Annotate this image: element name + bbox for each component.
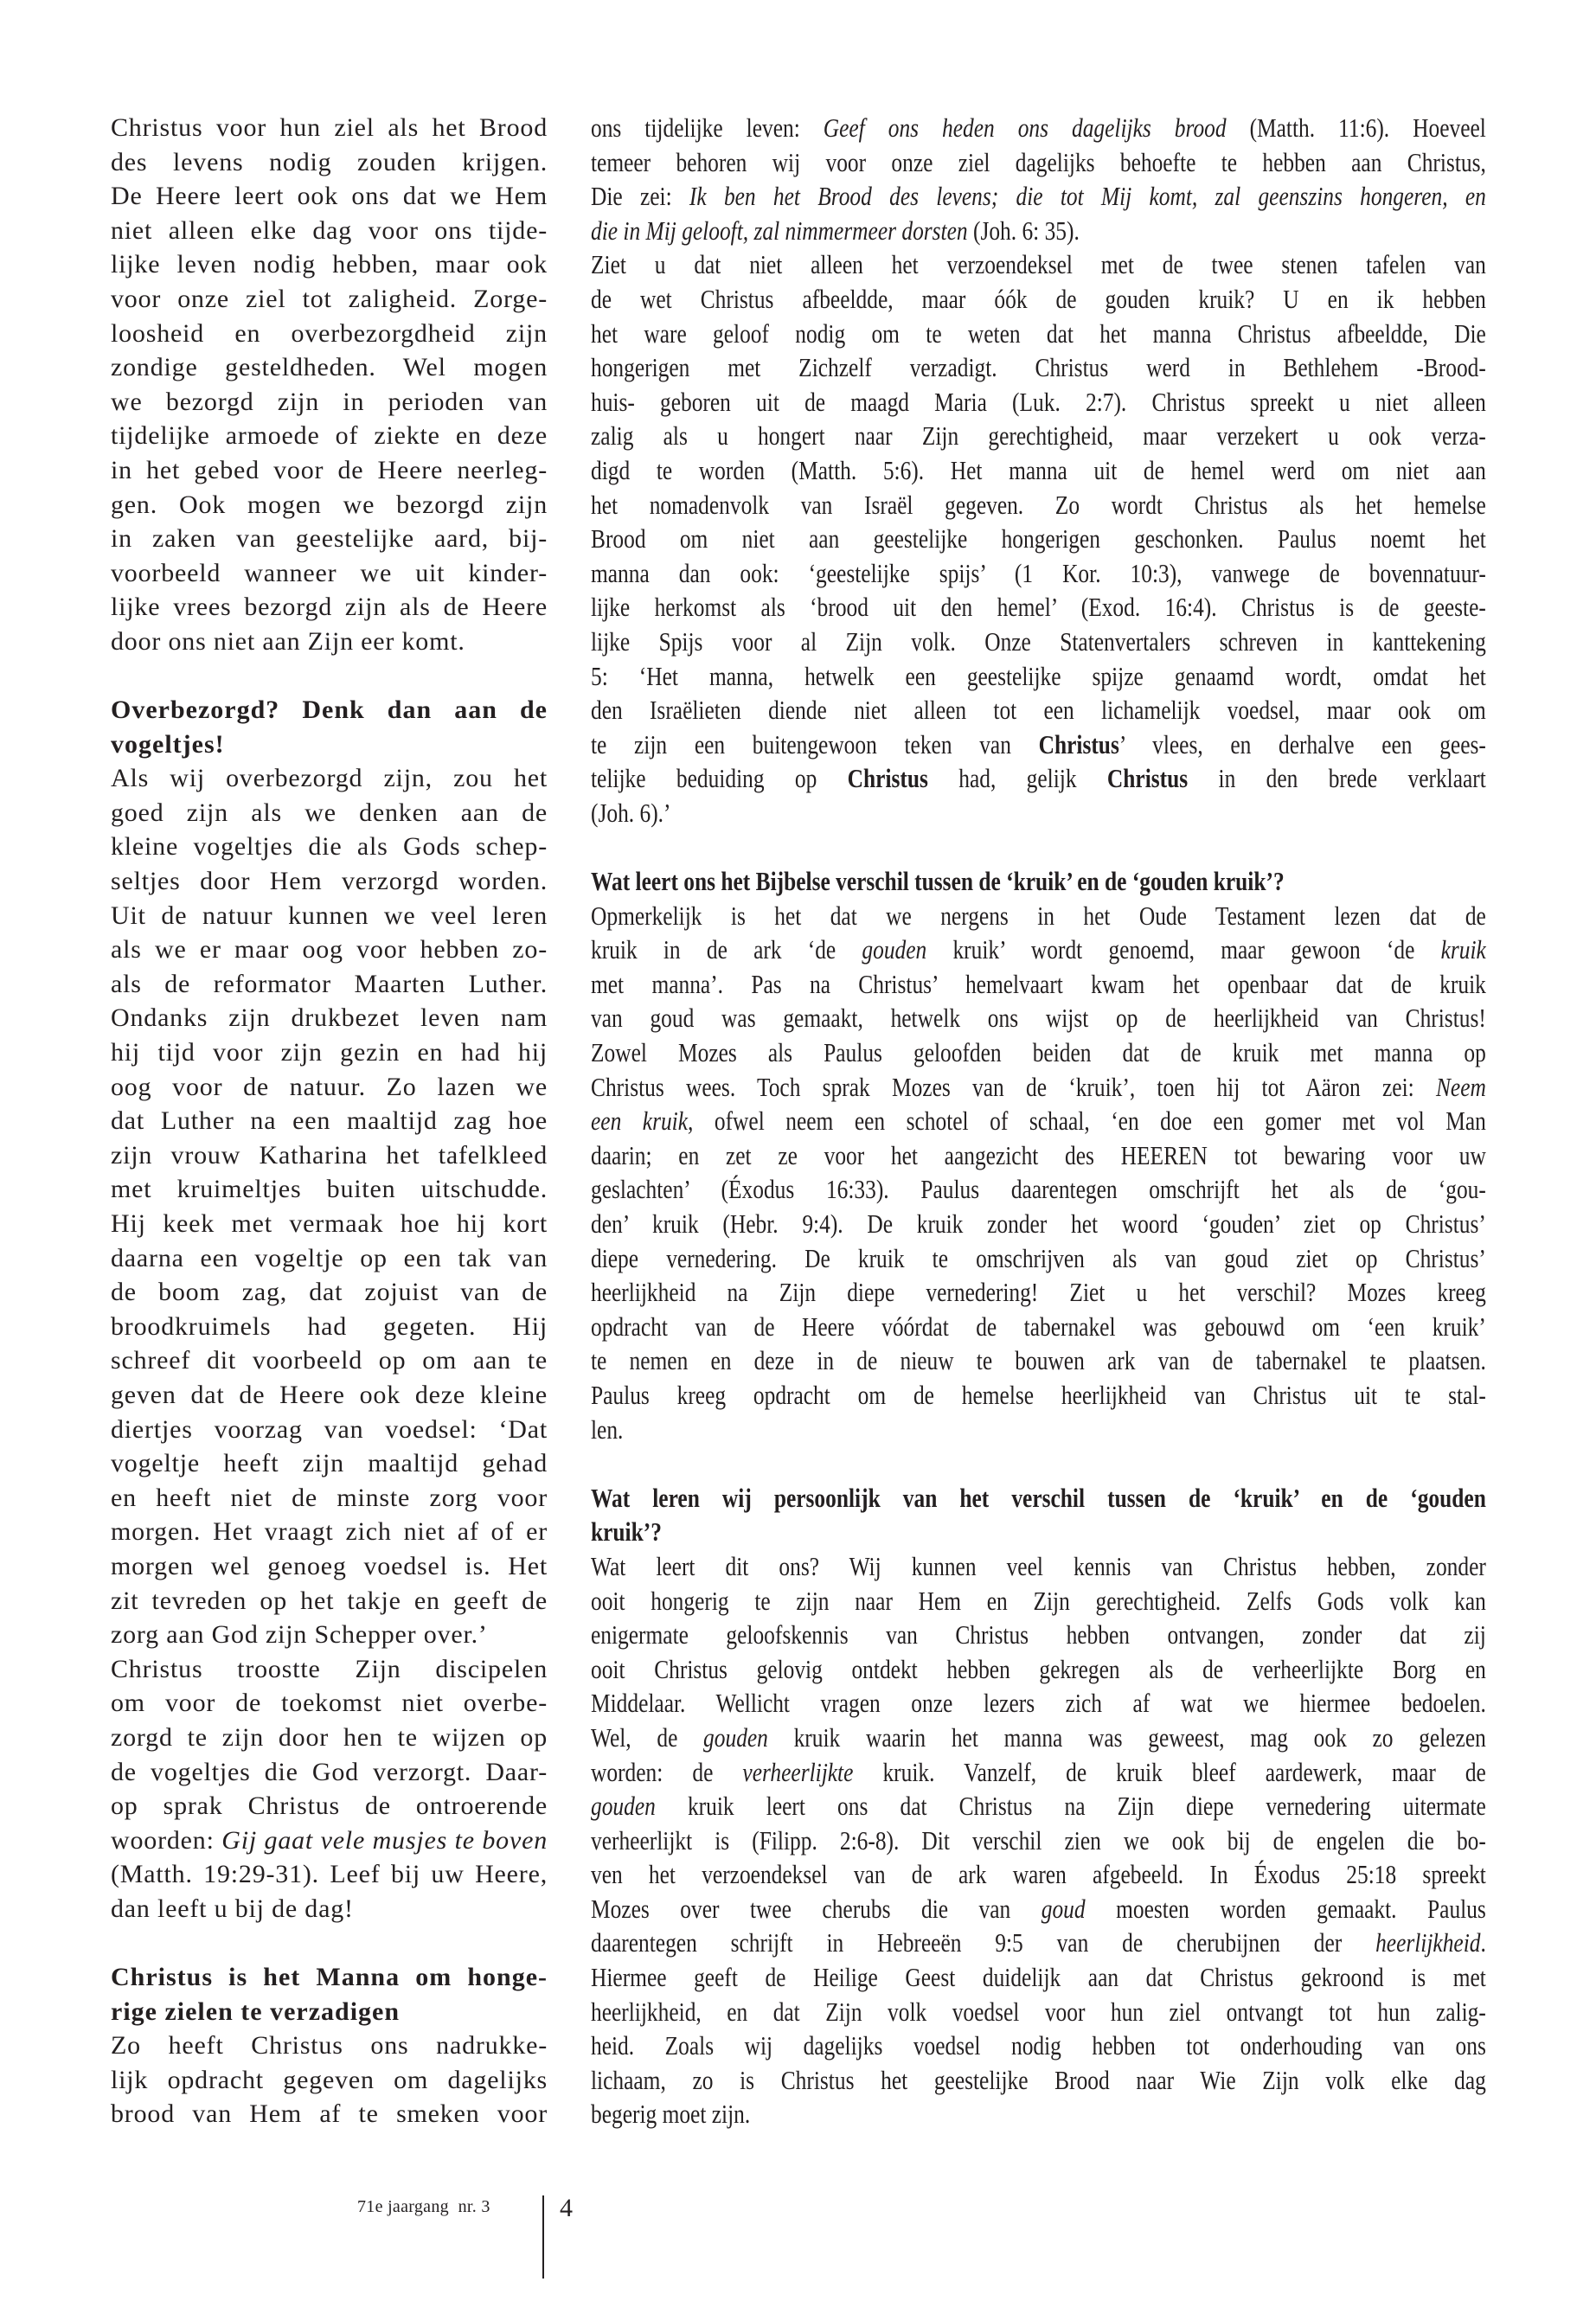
text-line: morgen wel genoeg voedsel is. Het	[111, 1551, 548, 1580]
body-paragraph	[591, 899, 1486, 1447]
text-line: ooit Christus gelovig ontdekt hebben gekregen als de verheerlijkte Borg en	[591, 1653, 1486, 1684]
body-paragraph	[111, 2029, 548, 2131]
text-line: huis- geboren uit de maagd Maria (Luk. 2:7). Christus spreekt u niet alleen	[591, 386, 1486, 417]
text-line: voorbeeld wanneer we uit kinder-	[111, 558, 548, 587]
italic-text: Gij gaat vele musjes te boven	[221, 1825, 548, 1855]
text-line: Christus wees. Toch sprak Mozes van de ‘kruik’, toen hij tot Aäron zei: Neem	[591, 1071, 1486, 1102]
text-line: lijke Spijs voor al Zijn volk. Onze Statenvertalers schreven in kanttekening	[591, 625, 1486, 657]
body-paragraph	[111, 761, 548, 1651]
text-line: loosheid en overbezorgdheid zijn	[111, 318, 548, 348]
text-line: (Joh. 6).’	[591, 797, 671, 828]
text-line: hongerigen met Zichzelf verzadigt. Christus werd in Bethlehem -Brood-	[591, 352, 1486, 383]
text-line: Christus voor hun ziel als het Brood	[111, 113, 548, 142]
text-line: manna dan ook: ‘geestelijke spijs’ (1 Kor. 10:3), vanwege de bovennatuur-	[591, 557, 1486, 588]
text-line: lijke leven nodig hebben, maar ook	[111, 250, 548, 279]
italic-text: Ik ben het Brood des levens; die tot Mij komt, zal geenszins hongeren, en	[689, 181, 1486, 212]
body-paragraph	[111, 1652, 548, 1926]
text-line: heid. Zoals wij dagelijks voedsel nodig hebben tot onderhouding van ons	[591, 2030, 1486, 2061]
body-paragraph	[591, 111, 1486, 247]
text-line: den’ kruik (Hebr. 9:4). De kruik zonder het woord ‘gouden’ ziet op Christus’	[591, 1208, 1486, 1239]
text-line: zijn vrouw Katharina het tafelkleed	[111, 1140, 548, 1170]
italic-text: verheerlijkte	[742, 1756, 854, 1787]
text-line: zorgd te zijn door hen te wijzen op	[111, 1722, 548, 1752]
text-line: gouden kruik leert ons dat Christus na Zijn diepe vernedering uitermate	[591, 1791, 1486, 1822]
text-line: Ondanks zijn drukbezet leven nam	[111, 1003, 548, 1033]
text-line: diertjes voorzag van voedsel: ‘Dat	[111, 1414, 548, 1444]
italic-text: gouden	[862, 934, 927, 965]
text-line: 5: ‘Het manna, hetwelk een geestelijke spijze genaamd wordt, omdat het	[591, 660, 1486, 691]
bold-text: Christus	[1038, 728, 1119, 760]
body-paragraph	[111, 111, 548, 659]
text-line: van goud was gemaakt, hetwelk ons wijst op de heerlijkheid van Christus!	[591, 1003, 1486, 1034]
italic-text: kruik	[1440, 934, 1486, 965]
text-line: Als wij overbezorgd zijn, zou het	[111, 764, 548, 793]
text-line: ooit hongerig te zijn naar Hem en Zijn gerechtigheid. Zelfs Gods volk kan	[591, 1585, 1486, 1616]
italic-text: een kruik,	[591, 1106, 694, 1137]
text-line: geven dat de Heere ook deze kleine	[111, 1380, 548, 1409]
text-line: Brood om niet aan geestelijke hongerigen geschonken. Paulus noemt het	[591, 523, 1486, 554]
text-line: verheerlijkt is (Filipp. 2:6-8). Dit verschil zien we ook bij de engelen die bo-	[591, 1824, 1486, 1856]
text-line: Overbezorgd? Denk dan aan de	[111, 695, 548, 725]
text-line: de boom zag, dat zojuist van de	[111, 1278, 548, 1307]
text-line: de vogeltjes die God verzorgt. Daar-	[111, 1757, 548, 1786]
issue-label: 71e jaargang nr. 3	[357, 2197, 490, 2216]
text-line: hij tijd voor zijn gezin en had hij	[111, 1038, 548, 1067]
text-line: rige zielen te verzadigen	[111, 1997, 401, 2026]
text-line: opdracht van de Heere vóórdat de tabernakel was gebouwd om ‘een kruik’	[591, 1311, 1486, 1342]
text-line: Wat leert ons het Bijbelse verschil tussen de ‘kruik’ en de ‘gouden kruik’?	[591, 866, 1285, 897]
right-column	[591, 111, 1486, 2131]
text-line: (Matth. 19:29-31). Leef bij uw Heere,	[111, 1860, 548, 1889]
text-line: Wel, de gouden kruik waarin het manna was geweest, mag ook zo gelezen	[591, 1721, 1486, 1753]
text-line: daarin; en zet ze voor het aangezicht des HEEREN tot bewaring voor uw	[591, 1139, 1486, 1170]
text-line: oog voor de natuur. Zo lazen we	[111, 1072, 548, 1101]
bold-text: Christus	[1106, 763, 1189, 794]
text-line: diepe vernedering. De kruik te omschrijven als van goud ziet op Christus’	[591, 1242, 1486, 1273]
text-line: zalig als u hongert naar Zijn gerechtigheid, maar verzekert u ook verza-	[591, 420, 1486, 452]
text-line: temeer behoren wij voor onze ziel dagelijks behoefte te hebben aan Christus,	[591, 146, 1486, 177]
text-line: Wat leren wij persoonlijk van het verschil tussen de ‘kruik’ en de ‘gouden	[591, 1482, 1486, 1513]
text-line: Hiermee geeft de Heilige Geest duidelijk aan dat Christus gekroond is met	[591, 1962, 1486, 1993]
text-line: voor onze ziel tot zaligheid. Zorge-	[111, 284, 548, 313]
italic-text: Geef ons heden ons dagelijks brood	[823, 112, 1227, 143]
text-line: met kruimeltjes buiten uitschudde.	[111, 1175, 548, 1204]
text-line: heerlijkheid na Zijn diepe vernedering! Ziet u het verschil? Mozes kreeg	[591, 1277, 1486, 1308]
text-line: zit tevreden op het takje en geeft de	[111, 1586, 548, 1615]
text-line: tijdelijke armoede of ziekte en deze	[111, 421, 548, 451]
text-line: kruik’?	[591, 1516, 662, 1548]
text-line: als we er maar oog voor hebben zo-	[111, 935, 548, 965]
text-line: Paulus kreeg opdracht om de hemelse heerlijkheid van Christus uit te stal-	[591, 1379, 1486, 1410]
text-line: die in Mij gelooft, zal nimmermeer dorsten (Joh. 6: 35).	[591, 215, 1080, 246]
text-line: in zaken van geestelijke aard, bij-	[111, 524, 548, 554]
text-line: het ware geloof nodig om te weten dat het manna Christus afbeeldde, Die	[591, 317, 1486, 349]
section-heading	[111, 693, 548, 761]
italic-text: Neem	[1435, 1071, 1486, 1102]
text-line: en heeft niet de minste zorg voor	[111, 1483, 548, 1512]
text-line: als de reformator Maarten Luther.	[111, 969, 548, 998]
text-line: enigermate geloofskennis van Christus hebben ontvangen, zonder dat zij	[591, 1619, 1486, 1650]
text-line: den Israëlieten diende niet alleen tot een lichamelijk voedsel, maar ook om	[591, 695, 1486, 726]
text-line: ven het verzoendeksel van de ark waren afgebeeld. In Éxodus 25:18 spreekt	[591, 1859, 1486, 1890]
text-line: brood van Hem af te smeken voor	[111, 2099, 548, 2129]
footer-divider	[542, 2195, 544, 2279]
text-line: dat Luther na een maaltijd zag hoe	[111, 1106, 548, 1136]
text-line: Zo heeft Christus ons nadrukke-	[111, 2031, 548, 2061]
text-line: een kruik, ofwel neem een schotel of schaal, ‘en doe een gomer met vol Man	[591, 1106, 1486, 1137]
text-line: lijke vrees bezorgd zijn als de Heere	[111, 593, 548, 622]
bold-text: Christus	[847, 763, 928, 794]
italic-text: gouden	[591, 1791, 656, 1822]
text-line: seltjes door Hem verzorgd worden.	[111, 867, 548, 896]
text-line: Hij keek met vermaak hoe hij kort	[111, 1209, 548, 1238]
text-line: niet alleen elke dag voor ons tijde-	[111, 215, 548, 245]
italic-text: gouden	[703, 1721, 768, 1753]
italic-text: die in Mij gelooft, zal nimmermeer dorsten	[591, 215, 968, 246]
section-heading	[591, 1481, 1486, 1549]
text-line: Zowel Mozes als Paulus geloofden beiden dat de kruik met manna op	[591, 1037, 1486, 1068]
text-line: lichaam, zo is Christus het geestelijke Brood naar Wie Zijn volk elke dag	[591, 2064, 1486, 2095]
text-line: Christus troostte Zijn discipelen	[111, 1654, 548, 1683]
text-line: gen. Ook mogen we bezorgd zijn	[111, 490, 548, 519]
text-line: Mozes over twee cherubs die van goud moesten worden gemaakt. Paulus	[591, 1893, 1486, 1924]
text-line: telijke beduiding op Christus had, gelijk Christus in den brede verklaart	[591, 763, 1486, 794]
section-heading	[111, 1960, 548, 2029]
text-line: in het gebed voor de Heere neerleg-	[111, 455, 548, 484]
text-line: goed zijn als we denken aan de	[111, 798, 548, 827]
text-line: worden: de verheerlijkte kruik. Vanzelf, de kruik bleef aardewerk, maar de	[591, 1756, 1486, 1787]
text-line: Ziet u dat niet alleen het verzoendeksel met de twee stenen tafelen van	[591, 249, 1486, 280]
text-line: door ons niet aan Zijn eer komt.	[111, 626, 465, 656]
text-line: we bezorgd zijn in perioden van	[111, 387, 548, 416]
italic-text: heerlijkheid	[1375, 1927, 1481, 1958]
text-line: dan leeft u bij de dag!	[111, 1894, 354, 1923]
left-column	[111, 111, 548, 2131]
text-line: vogeltje heeft zijn maaltijd gehad	[111, 1449, 548, 1478]
text-line: de wet Christus afbeeldde, maar óók de gouden kruik? U en ik hebben	[591, 283, 1486, 314]
text-line: Opmerkelijk is het dat we nergens in het Oude Testament lezen dat de	[591, 900, 1486, 931]
text-line: Christus is het Manna om honge-	[111, 1963, 548, 1992]
text-line: woorden: Gij gaat vele musjes te boven	[111, 1825, 548, 1855]
text-line: om voor de toekomst niet overbe-	[111, 1689, 548, 1718]
body-paragraph	[591, 1549, 1486, 2131]
text-line: begerig moet zijn.	[591, 2099, 751, 2130]
italic-text: goud	[1041, 1893, 1086, 1924]
text-line: schreef dit voorbeeld op om aan te	[111, 1346, 548, 1375]
text-line: heerlijkheid, en dat Zijn volk voedsel voor hun ziel ontvangt tot hun zalig-	[591, 1996, 1486, 2027]
text-line: zorg aan God zijn Schepper over.’	[111, 1620, 488, 1650]
text-line: Wat leert dit ons? Wij kunnen veel kennis van Christus hebben, zonder	[591, 1550, 1486, 1581]
text-line: lijke herkomst als ‘brood uit den hemel’ (Exod. 16:4). Christus is de geeste-	[591, 592, 1486, 623]
text-line: te zijn een buitengewoon teken van Christus’ vlees, en derhalve een gees-	[591, 728, 1486, 760]
text-line: daarentegen schrijft in Hebreeën 9:5 van de cherubijnen der heerlijkheid.	[591, 1927, 1486, 1958]
text-line: De Heere leert ook ons dat we Hem	[111, 182, 548, 211]
text-line: Uit de natuur kunnen we veel leren	[111, 901, 548, 930]
text-line: geslachten’ (Éxodus 16:33). Paulus daarentegen omschrijft het als de ‘gou-	[591, 1174, 1486, 1205]
text-line: op sprak Christus de ontroerende	[111, 1791, 548, 1821]
text-line: Middelaar. Wellicht vragen onze lezers zich af wat we hiermee bedoelen.	[591, 1688, 1486, 1719]
section-heading	[591, 864, 1486, 899]
text-line: met manna’. Pas na Christus’ hemelvaart kwam het openbaar dat de kruik	[591, 968, 1486, 999]
text-line: kruik in de ark ‘de gouden kruik’ wordt genoemd, maar gewoon ‘de kruik	[591, 934, 1486, 965]
text-line: kleine vogeltjes die als Gods schep-	[111, 832, 548, 862]
text-line: vogeltjes!	[111, 729, 225, 759]
text-line: lijk opdracht gegeven om dagelijks	[111, 2065, 548, 2094]
text-line: te nemen en deze in de nieuw te bouwen ark van de tabernakel te plaatsen.	[591, 1345, 1486, 1376]
text-line: Die zei: Ik ben het Brood des levens; die tot Mij komt, zal geenszins hongeren, en	[591, 181, 1486, 212]
text-line: morgen. Het vraagt zich niet af of er	[111, 1517, 548, 1547]
text-line: ons tijdelijke leven: Geef ons heden ons dagelijks brood (Matth. 11:6). Hoeveel	[591, 112, 1486, 143]
text-line: des levens nodig zouden krijgen.	[111, 147, 548, 176]
text-line: daarna een vogeltje op een tak van	[111, 1243, 548, 1272]
body-paragraph	[591, 247, 1486, 830]
text-line: zondige gesteldheden. Wel mogen	[111, 353, 548, 382]
page-number: 4	[560, 2194, 573, 2222]
text-line: digd te worden (Matth. 5:6). Het manna uit de hemel werd om niet aan	[591, 454, 1486, 485]
text-line: het nomadenvolk van Israël gegeven. Zo wordt Christus als het hemelse	[591, 489, 1486, 520]
text-line: broodkruimels had gegeten. Hij	[111, 1311, 548, 1341]
text-line: len.	[591, 1413, 624, 1445]
